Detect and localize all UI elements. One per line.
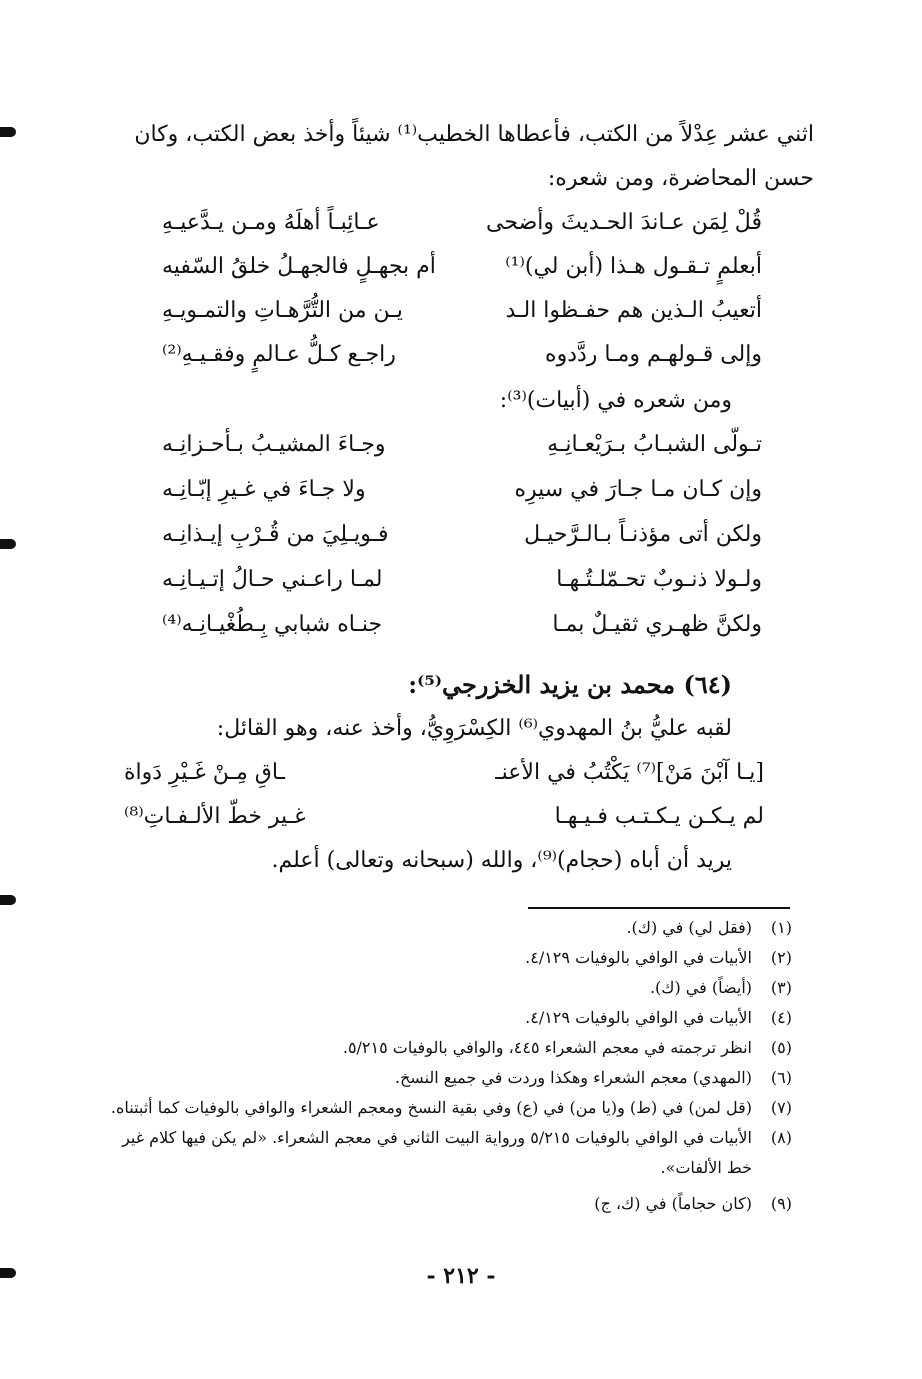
- bio-line: لقبه عليُّ بنُ المهدوي⁽⁶⁾ الكِسْرَوِيُّ، وأخذ عنه، وهو القائل:: [216, 716, 732, 741]
- entry-heading: (٦٤) محمد بن يزيد الخزرجي⁽⁵⁾:: [408, 670, 732, 699]
- verse-hemistich-first: تـولّى الشبـابُ بـرَيْعـانِـهِ: [547, 432, 762, 457]
- footnote-text: (المهدي) معجم الشعراء وهكذا وردت في جميع النسخ.: [394, 1068, 752, 1087]
- verse-line: [124, 804, 764, 838]
- verse-line: [162, 612, 762, 646]
- verse-hemistich-first: لم يـكـن يـكـتـب فـيـهـا: [554, 804, 764, 829]
- footnote-number: (٧): [770, 1098, 792, 1117]
- edge-mark: [0, 127, 16, 137]
- verse-line: [162, 254, 762, 288]
- footnote-number: (٨): [770, 1128, 792, 1147]
- footnote-text: الأبيات في الوافي بالوفيات ٤/١٢٩.: [525, 1008, 752, 1027]
- footnote: [343, 1038, 792, 1057]
- verse-hemistich-second: لمـا راعـني حـالُ إتـيـانِـه: [162, 567, 383, 592]
- verse-hemistich-second: فـويـلِيَ من قُـرْبِ إيـذانِـه: [162, 522, 389, 547]
- footnote: [122, 1128, 792, 1147]
- verse-hemistich-second: وجـاءَ المشيـبُ بـأحـزانِـه: [162, 432, 386, 457]
- prose-line: اثني عشر عِدْلاً من الكتب، فأعطاها الخطيب⁽¹⁾ شيئاً وأخذ بعض الكتب، وكان: [134, 122, 814, 147]
- closing-line: يريد أن أباه (حجام)⁽⁹⁾، والله (سبحانه وتعالى) أعلم.: [271, 848, 732, 873]
- verse-line: [162, 522, 762, 556]
- footnote-number: (٥): [770, 1038, 792, 1057]
- footnote: [525, 948, 792, 967]
- verse-hemistich-first: ولكنَّ ظهـري ثقيـلٌ بمـا: [552, 612, 762, 637]
- verse-hemistich-second: غـير خطّ الألـفـاتِ⁽⁸⁾: [124, 804, 306, 829]
- verse-hemistich-second: راجـع كـلُّ عـالمٍ وفقـيـهِ⁽²⁾: [162, 342, 396, 367]
- verse-line: [162, 210, 762, 244]
- footnote-text: (أيضاً) في (ك).: [649, 978, 752, 997]
- verse-hemistich-second: عـائِبـاً أهلَهُ ومـن يـدَّعيـهِ: [162, 210, 380, 235]
- edge-mark: [0, 539, 16, 549]
- verse-hemistich-second: جنـاه شبابي بِـطُغْيـانِـه⁽⁴⁾: [162, 612, 383, 637]
- prose-line: حسن المحاضرة، ومن شعره:: [547, 166, 814, 191]
- verse-line: [162, 567, 762, 601]
- page-number: - ٢١٢ -: [426, 1263, 496, 1289]
- verse-hemistich-first: قُلْ لِمَن عـاندَ الحـديثَ وأضحى: [486, 210, 762, 235]
- footnote-number: (٩): [770, 1194, 792, 1213]
- verse-hemistich-first: وإلى قـولهـم ومـا ردَّدوه: [545, 342, 762, 367]
- verse-hemistich-first: وإن كـان مـا جـارَ في سيرِه: [514, 477, 762, 502]
- verse-line: [162, 432, 762, 466]
- verse-line: [124, 760, 764, 794]
- footnote-text: الأبيات في الوافي بالوفيات ٤/١٢٩.: [525, 948, 752, 967]
- verse-hemistich-first: أبعلمٍ تـقـول هـذا (أبن لي)⁽¹⁾: [505, 254, 762, 279]
- verse-hemistich-first: ولـولا ذنـوبٌ تحـمّلـتُـهـا: [556, 567, 762, 592]
- verse-line: [162, 342, 762, 376]
- footnote: [594, 1194, 792, 1213]
- verse-hemistich-second: ولا جـاءَ في غـيرِ إبّـانِـه: [162, 477, 366, 502]
- verse-hemistich-second: أم بجهـلٍ فالجهـلُ خلقُ السّفيه: [162, 254, 436, 279]
- footnote-text: خط الألفات».: [660, 1158, 752, 1177]
- verse-hemistich-first: ولكن أتى مؤذنـاً بـالـرَّحيـل: [524, 522, 762, 547]
- footnote: [626, 918, 792, 937]
- verse-hemistich-first: [يـا آبْنَ مَنْ]⁽⁷⁾ يَكْتُبُ في الأعنـ: [495, 760, 764, 785]
- footnote-text: انظر ترجمته في معجم الشعراء ٤٤٥، والوافي بالوفيات ٥/٢١٥.: [342, 1038, 752, 1057]
- footnote: [525, 1008, 792, 1027]
- footnote-number: (٤): [770, 1008, 792, 1027]
- footnote-text: (كان حجاماً) في (ك، ج): [594, 1194, 752, 1213]
- footnote-number: (٣): [770, 978, 792, 997]
- verse-hemistich-first: أتعيبُ الـذين هم حفـظوا الـد: [505, 298, 762, 323]
- footnote: [660, 1158, 792, 1177]
- footnote-text: (فقل لي) في (ك).: [626, 918, 752, 937]
- footnote: [650, 978, 792, 997]
- footnote-rule: [528, 907, 790, 909]
- verse-line: [162, 298, 762, 332]
- edge-mark: [0, 895, 16, 905]
- poem-intro: ومن شعره في (أبيات)⁽³⁾:: [499, 388, 732, 413]
- footnote-number: (١): [770, 918, 792, 937]
- footnote-number: (٢): [770, 948, 792, 967]
- edge-mark: [0, 1268, 16, 1278]
- verse-line: [162, 477, 762, 511]
- footnote-number: (٦): [770, 1068, 792, 1087]
- footnote-text: (قل لمن) في (ط) و(يا من) في (ع) وفي بقية النسخ ومعجم الشعراء والوافي بالوفيات كما أثبتناه.: [110, 1098, 752, 1117]
- footnote-text: الأبيات في الوافي بالوفيات ٥/٢١٥ ورواية البيت الثاني في معجم الشعراء. «لم يكن فيها كلام غير: [122, 1128, 752, 1147]
- footnote: [111, 1098, 792, 1117]
- verse-hemistich-second: ـاقِ مِـنْ غَـيْرِ دَواة: [124, 760, 285, 785]
- footnote: [395, 1068, 792, 1087]
- verse-hemistich-second: يـن من التُّرَّهـاتِ والتمـويـهِ: [162, 298, 403, 323]
